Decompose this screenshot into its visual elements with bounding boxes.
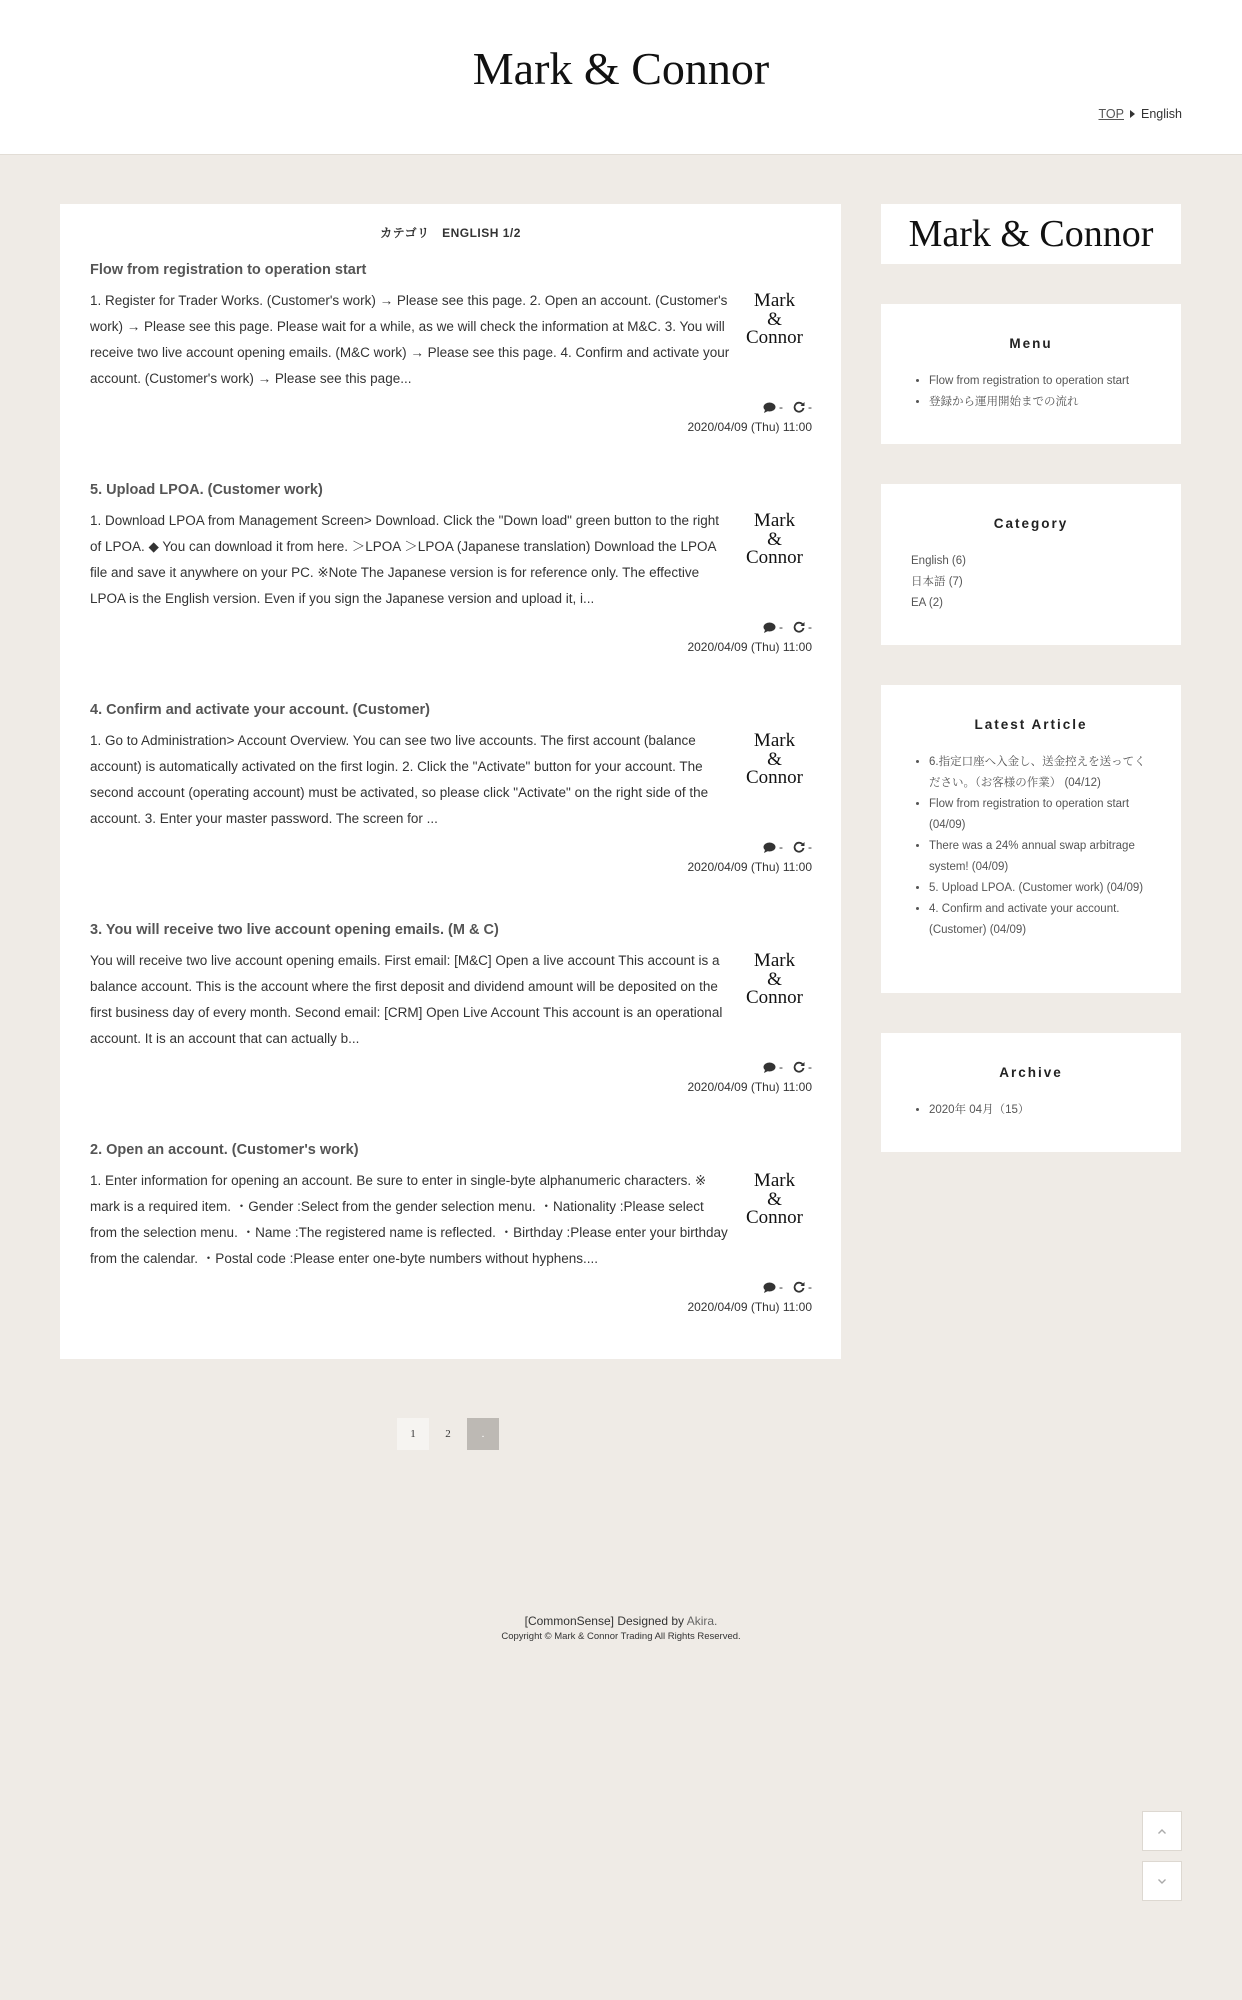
refresh-icon [793, 841, 805, 853]
site-footer [0, 1614, 1242, 1642]
article-title[interactable]: 2. Open an account. (Customer's work) [90, 1142, 359, 1158]
trackback-count-value: - [808, 840, 812, 854]
article-meta [90, 1060, 812, 1074]
menu-item[interactable]: • Flow from registration to operation start [929, 371, 1153, 392]
thumbnail-text: Mark [753, 950, 796, 971]
article-title[interactable]: 5. Upload LPOA. (Customer work) [90, 482, 323, 498]
trackback-count-value: - [808, 620, 812, 634]
widget-title: Category [993, 516, 1069, 531]
refresh-icon [793, 1061, 805, 1073]
menu-widget [881, 304, 1181, 444]
page-1-link[interactable]: 1 [397, 1418, 429, 1450]
thumbnail-text: Mark [753, 510, 796, 531]
article-item [90, 1142, 812, 1314]
category-item[interactable]: EA (2) [911, 597, 943, 609]
site-header [0, 0, 1242, 155]
article-item [90, 702, 812, 874]
breadcrumb [1099, 107, 1182, 121]
triangle-right-icon [1130, 110, 1135, 118]
article-date: 2020/04/09 (Thu) 11:00 [687, 1300, 812, 1314]
thumbnail-text: Connor [746, 1207, 803, 1228]
widget-title: Archive [999, 1065, 1063, 1080]
designer-link[interactable]: Akira. [686, 1614, 718, 1628]
refresh-icon [793, 621, 805, 633]
article-date: 2020/04/09 (Thu) 11:00 [687, 860, 812, 874]
page-2-link[interactable]: 2 [445, 1428, 451, 1440]
comment-count[interactable] [763, 840, 783, 854]
trackback-count-value: - [808, 1280, 812, 1294]
comment-icon [763, 842, 776, 853]
article-thumbnail[interactable] [737, 948, 812, 1052]
article-thumbnail[interactable] [737, 1168, 812, 1272]
article-title[interactable]: 3. You will receive two live account opening emails. (M & C) [90, 922, 499, 938]
page-current: . [467, 1418, 499, 1450]
article-meta [90, 400, 812, 414]
sidebar-logo[interactable]: Mark & Connor [881, 204, 1181, 264]
comment-icon [763, 1062, 776, 1073]
category-item[interactable]: English (6) [911, 555, 966, 567]
thumbnail-text: Connor [746, 987, 803, 1008]
article-excerpt: You will receive two live account opening emails. First email: [M&C] Open a live account This account is a balance account. This is the account where the first deposit and dividend amount will be deposited on the first business day of every month. Second email: [CRM] Open Live Account This account is an operational account. It is an account that can actually b... [90, 953, 723, 1046]
article-meta [90, 620, 812, 634]
article-excerpt: 1. Go to Administration> Account Overview. You can see two live accounts. The first account (balance account) is automatically activated on the first login. 2. Click the "Activate" button for your account. The second account (operating account) must be activated, so please click "Activate" on the right side of the account. 3. Enter your master password. The screen for ... [90, 733, 709, 826]
refresh-icon [793, 401, 805, 413]
article-list [60, 204, 841, 1359]
menu-item[interactable]: • 登録から運用開始までの流れ [929, 392, 1153, 413]
thumbnail-text: Mark [753, 730, 796, 751]
comment-count-value: - [779, 1280, 783, 1294]
article-date: 2020/04/09 (Thu) 11:00 [687, 640, 812, 654]
comment-icon [763, 622, 776, 633]
article-date: 2020/04/09 (Thu) 11:00 [687, 420, 812, 434]
trackback-count[interactable] [793, 1060, 812, 1074]
category-heading: カテゴリ ENGLISH 1/2 [380, 226, 521, 240]
article-item [90, 262, 812, 434]
archive-widget [881, 1033, 1181, 1152]
breadcrumb-top-link[interactable]: TOP [1098, 107, 1124, 121]
article-thumbnail[interactable] [737, 728, 812, 832]
latest-article-item[interactable]: • 6.指定口座へ入金し、送金控えを送ってください。（お客様の作業） (04/12) [929, 752, 1153, 794]
footer-designed-by: [CommonSense] Designed by [524, 1614, 687, 1628]
thumbnail-text: Connor [746, 547, 803, 568]
trackback-count[interactable] [793, 1280, 812, 1294]
site-title[interactable]: Mark & Connor [472, 43, 770, 94]
comment-count[interactable] [763, 1280, 783, 1294]
thumbnail-text: & [767, 528, 782, 550]
article-item [90, 922, 812, 1094]
comment-count-value: - [779, 1060, 783, 1074]
refresh-icon [793, 1281, 805, 1293]
pagination [397, 1418, 499, 1450]
article-excerpt: 1. Register for Trader Works. (Customer's work) → Please see this page. 2. Open an account. (Customer's work) → Please see this page. Please wait for a while, as we will check the information at M&C. 3. You will receive two live account opening emails. (M&C work) → Please see this page. 4. Confirm and activate your account. (Customer's work) → Please see this page... [90, 293, 730, 386]
comment-count[interactable] [763, 400, 783, 414]
thumbnail-text: Mark [753, 1170, 796, 1191]
article-excerpt: 1. Download LPOA from Management Screen> Download. Click the "Down load" green button to the right of LPOA. ◆ You can download it from here. ＞LPOA ＞LPOA (Japanese translation) Download the LPOA file and save it anywhere on your PC. ※Note The Japanese version is for reference only. The effective LPOA is the English version. Even if you sign the Japanese version and upload it, i... [90, 513, 720, 606]
article-item [90, 482, 812, 654]
thumbnail-text: & [767, 968, 782, 990]
thumbnail-text: & [767, 308, 782, 330]
article-title[interactable]: 4. Confirm and activate your account. (Customer) [90, 702, 431, 718]
article-meta [90, 1280, 812, 1294]
latest-article-item[interactable]: • Flow from registration to operation start (04/09) [929, 794, 1153, 836]
comment-icon [763, 1282, 776, 1293]
trackback-count[interactable] [793, 400, 812, 414]
widget-title: Menu [1009, 336, 1053, 351]
thumbnail-text: & [767, 748, 782, 770]
scroll-top-button[interactable] [1142, 1811, 1182, 1851]
thumbnail-text: Connor [746, 767, 803, 788]
trackback-count[interactable] [793, 620, 812, 634]
archive-item[interactable]: • 2020年 04月（15） [929, 1100, 1153, 1121]
comment-icon [763, 402, 776, 413]
widget-title: Latest Article [974, 717, 1088, 732]
thumbnail-text: Mark [753, 290, 796, 311]
footer-credit [0, 1614, 1242, 1628]
article-excerpt: 1. Enter information for opening an account. Be sure to enter in single-byte alphanumeric characters. ※ mark is a required item. ・Gender :Select from the gender selection menu. ・Nationality :Please select from the selection menu. ・Name :The registered name is reflected. ・Birthday :Please enter your birthday from the calendar. ・Postal code :Please enter one-byte numbers without hyphens.... [90, 1173, 728, 1266]
thumbnail-text: Connor [746, 327, 803, 348]
chevron-up-icon [1157, 1828, 1167, 1835]
comment-count-value: - [779, 620, 783, 634]
thumbnail-text: & [767, 1188, 782, 1210]
trackback-count[interactable] [793, 840, 812, 854]
latest-article-widget [881, 685, 1181, 993]
trackback-count-value: - [808, 400, 812, 414]
article-title[interactable]: Flow from registration to operation start [90, 262, 367, 278]
article-date: 2020/04/09 (Thu) 11:00 [687, 1080, 812, 1094]
category-item[interactable]: 日本語 (7) [911, 576, 963, 588]
comment-count-value: - [779, 840, 783, 854]
article-thumbnail[interactable] [737, 288, 812, 392]
article-meta [90, 840, 812, 854]
comment-count[interactable] [763, 1060, 783, 1074]
latest-article-item[interactable]: • 5. Upload LPOA. (Customer work) (04/09) [929, 878, 1153, 899]
chevron-down-icon [1157, 1878, 1167, 1885]
scroll-bottom-button[interactable] [1142, 1861, 1182, 1901]
latest-article-item[interactable]: • 4. Confirm and activate your account. (Customer) (04/09) [929, 899, 1153, 941]
article-thumbnail[interactable] [737, 508, 812, 612]
comment-count-value: - [779, 400, 783, 414]
trackback-count-value: - [808, 1060, 812, 1074]
breadcrumb-current: English [1141, 107, 1182, 121]
footer-copyright: Copyright © Mark & Connor Trading All Rights Reserved. [501, 1631, 741, 1642]
latest-article-item[interactable]: • There was a 24% annual swap arbitrage system! (04/09) [929, 836, 1153, 878]
comment-count[interactable] [763, 620, 783, 634]
category-widget [881, 484, 1181, 645]
